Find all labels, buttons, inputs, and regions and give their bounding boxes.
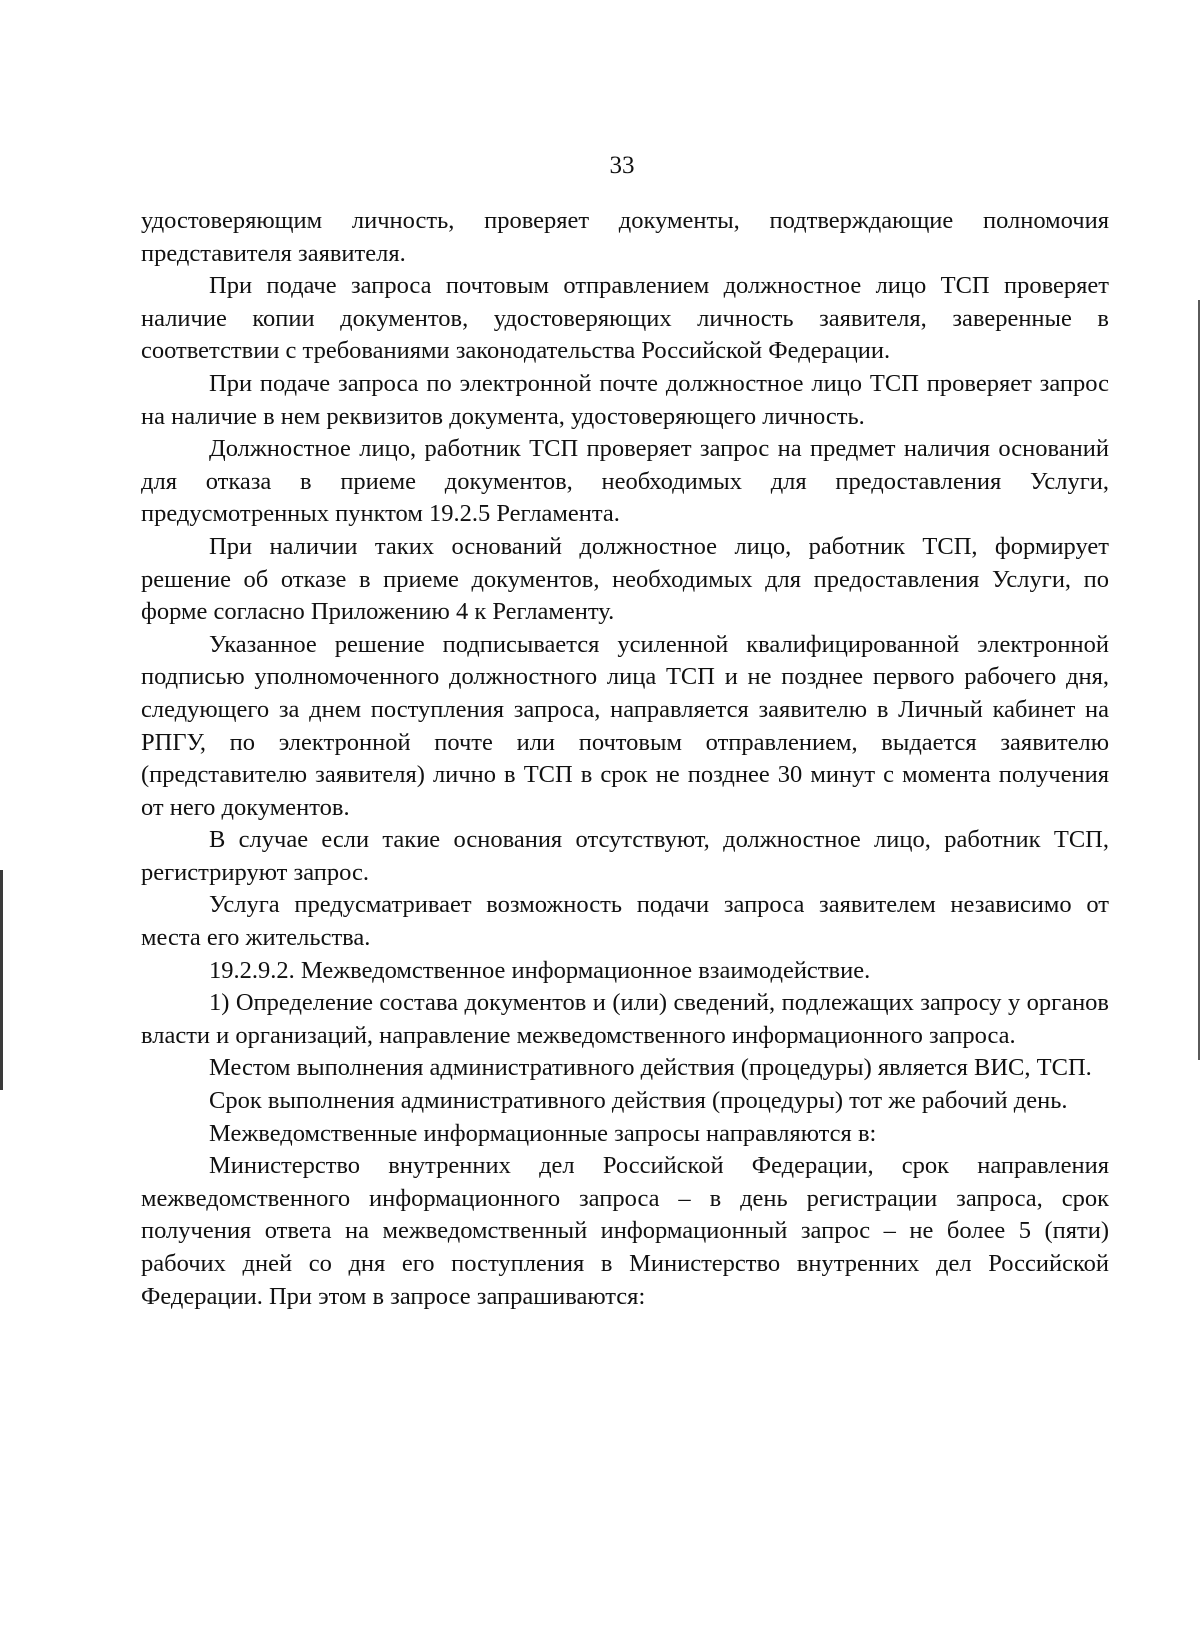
page-number: 33 (609, 152, 635, 179)
paragraph-document-composition: 1) Определение состава документов и (или) сведений, подлежащих запросу у органов власти и организаций, направление межведомственного информационного запроса. (141, 989, 1109, 1049)
paragraph-requests-sent-to: Межведомственные информационные запросы направляются в: (209, 1119, 877, 1147)
paragraph-postal-request: При подаче запроса почтовым отправлением должностное лицо ТСП проверяет наличие копии документов, удостоверяющих личность заявителя, заверенные в соответствии с требованиями законодательства Российской Федерации. (141, 272, 1109, 365)
paragraph-refusal-check: Должностное лицо, работник ТСП проверяет запрос на предмет наличия оснований для отказа в приеме документов, необходимых для предоставления Услуги, предусмотренных пунктом 19.2.5 Регламента. (141, 435, 1109, 528)
paragraph-section-heading: 19.2.9.2. Межведомственное информационное взаимодействие. (209, 956, 871, 984)
paragraph-ministry-of-internal-affairs: Министерство внутренних дел Российской Федерации, срок направления межведомственного информационного запроса – в день регистрации запроса, срок получения ответа на межведомственный информационный запрос – не более 5 (пяти) рабочих дней со дня его поступления в Министерство внутренних дел Российской Федерации. При этом в запросе запрашиваются: (141, 1152, 1109, 1310)
paragraph-execution-term: Срок выполнения административного действия (процедуры) тот же рабочий день. (209, 1087, 1068, 1115)
paragraph-email-request: При подаче запроса по электронной почте должностное лицо ТСП проверяет запрос на наличие в нем реквизитов документа, удостоверяющего личность. (141, 369, 1109, 430)
paragraph-residence-independence: Услуга предусматривает возможность подачи запроса заявителем независимо от места его жительства. (141, 891, 1109, 952)
scan-edge-left (0, 870, 3, 1090)
paragraph-registration: В случае если такие основания отсутствуют, должностное лицо, работник ТСП, регистрируют запрос. (141, 826, 1109, 886)
paragraph-decision-signing: Указанное решение подписывается усиленной квалифицированной электронной подписью уполномоченного должностного лица ТСП и не позднее первого рабочего дня, следующего за днем поступления запроса, направляется заявителю в Личный кабинет на РПГУ, по электронной почте или почтовым отправлением, выдается заявителю (представителю заявителя) лично в ТСП в срок не позднее 30 минут с момента получения от него документов. (141, 630, 1109, 821)
document-body (141, 205, 1109, 1313)
paragraph-continuation: удостоверяющим личность, проверяет документы, подтверждающие полномочия представителя заявителя. (141, 207, 1109, 267)
paragraph-refusal-decision: При наличии таких оснований должностное лицо, работник ТСП, формирует решение об отказе в приеме документов, необходимых для предоставления Услуги, по форме согласно Приложению 4 к Регламенту. (141, 532, 1109, 626)
paragraph-place-of-execution: Местом выполнения административного действия (процедуры) является ВИС, ТСП. (209, 1054, 1092, 1082)
